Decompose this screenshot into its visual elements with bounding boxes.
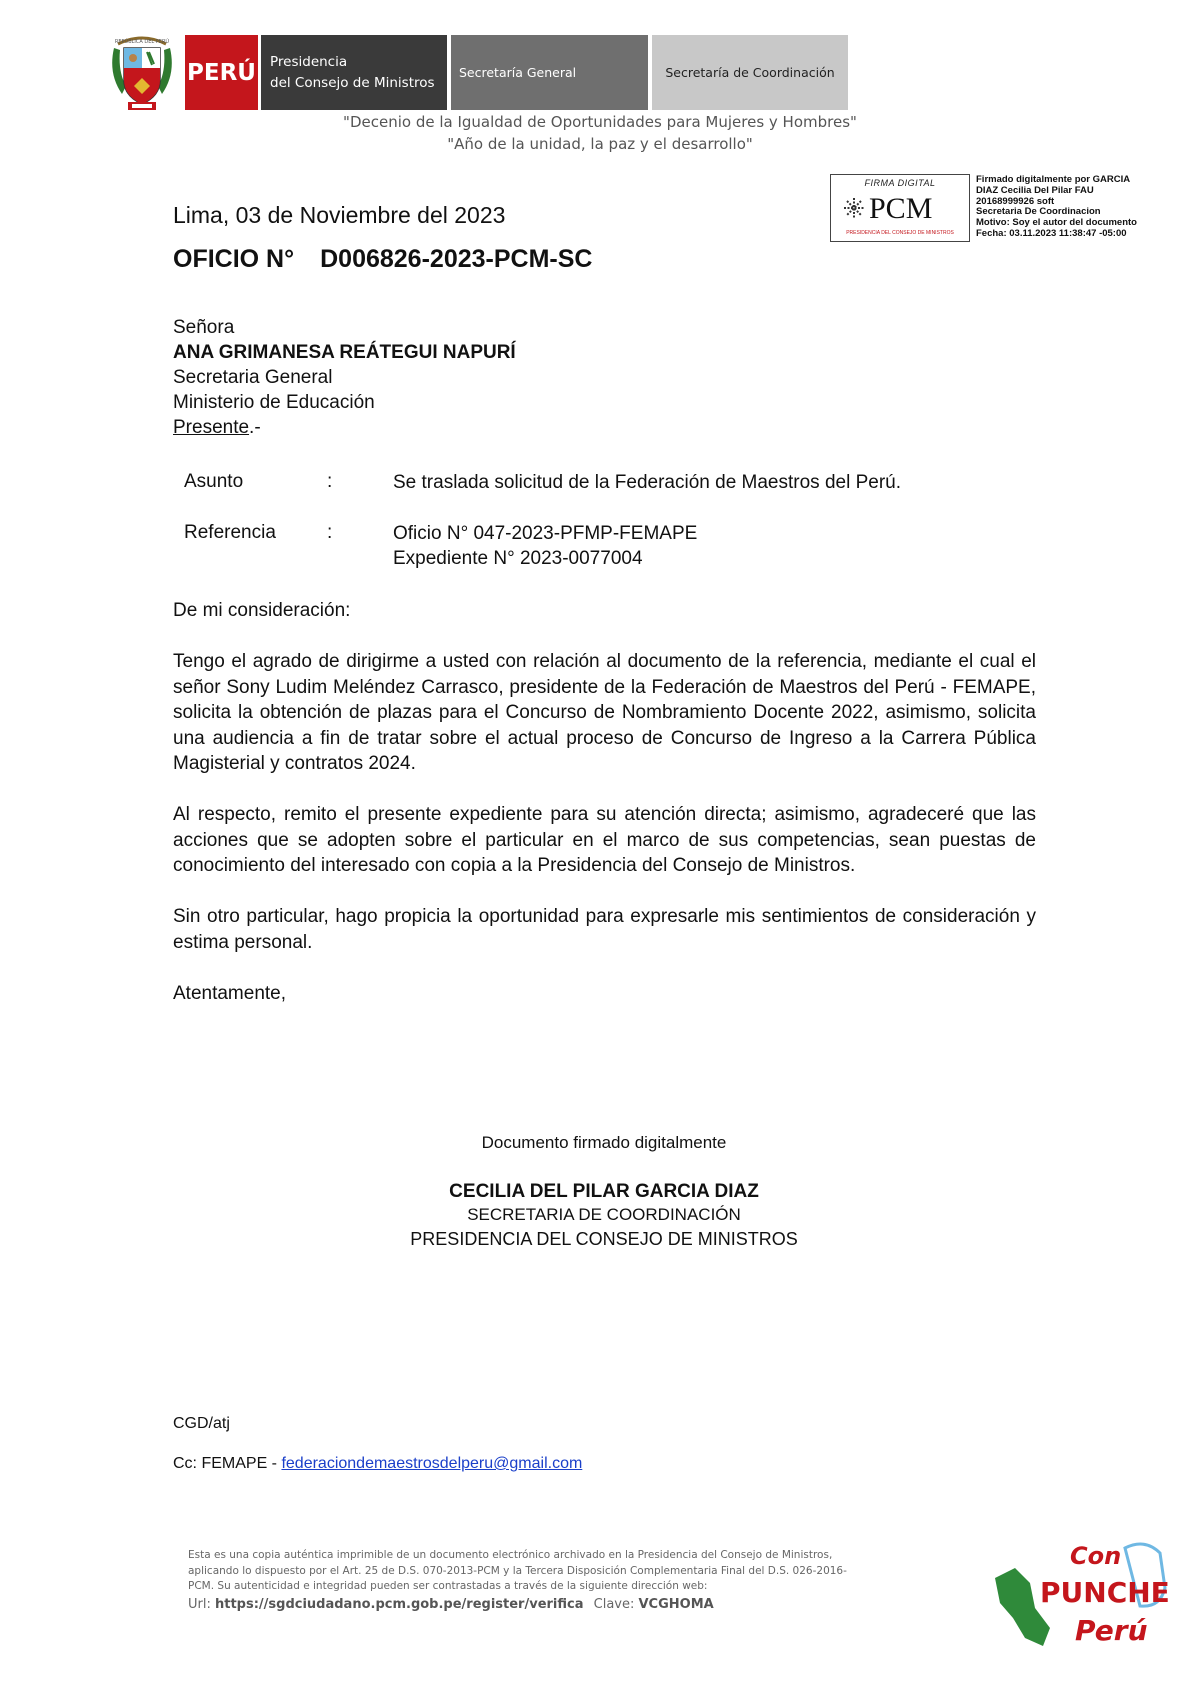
- peru-brand-box: [185, 35, 258, 110]
- verification-footer: [188, 1548, 918, 1612]
- referencia-expediente: Expediente N° 2023-0077004: [393, 548, 643, 569]
- oficio-number: D006826-2023-PCM-SC: [320, 245, 593, 273]
- campaign-con: Con: [1070, 1542, 1122, 1570]
- signature-info-line: Motivo: Soy el autor del documento: [976, 217, 1137, 229]
- cc-prefix: Cc: FEMAPE -: [173, 1455, 282, 1472]
- oficio-heading: [173, 245, 592, 274]
- recipient-role: Secretaria General: [173, 367, 333, 388]
- secretaria-general-box: [451, 35, 648, 110]
- recipient-name: ANA GRIMANESA REÁTEGUI NAPURÍ: [173, 342, 516, 363]
- footer-line: Esta es una copia auténtica imprimible de un documento electrónico archivado en la Presidencia del Consejo de Ministros,: [188, 1549, 833, 1561]
- pcm-brand-box: [261, 35, 447, 110]
- greeting: De mi consideración:: [173, 600, 351, 621]
- url-label: Url:: [188, 1596, 215, 1612]
- motto-anio: "Año de la unidad, la paz y el desarrollo": [447, 135, 753, 153]
- initials: CGD/atj: [173, 1415, 230, 1432]
- cc-line: [173, 1455, 582, 1473]
- con-punche-peru-logo: [975, 1528, 1180, 1658]
- recipient-block: [173, 315, 516, 440]
- campaign-peru: Perú: [1075, 1614, 1148, 1647]
- recipient-org: Ministerio de Educación: [173, 392, 375, 413]
- footer-line: PCM. Su autenticidad e integridad pueden ser contrastadas a través de la siguiente dirección web:: [188, 1580, 708, 1592]
- referencia-colon: :: [327, 522, 333, 543]
- peru-label: PERÚ: [187, 59, 256, 86]
- salutation: Señora: [173, 317, 235, 338]
- asunto-colon: :: [327, 471, 333, 492]
- presente-label: Presente: [173, 417, 250, 438]
- asterisk-icon: [843, 197, 865, 219]
- cc-email-link[interactable]: federaciondemaestrosdelperu@gmail.com: [281, 1455, 583, 1472]
- asunto-value: Se traslada solicitud de la Federación de Maestros del Perú.: [393, 472, 901, 493]
- signer-role: SECRETARIA DE COORDINACIÓN: [467, 1205, 741, 1224]
- letter-date: Lima, 03 de Noviembre del 2023: [173, 202, 506, 228]
- referencia-value: [393, 521, 697, 571]
- signature-info-line: 20168999926 soft: [976, 195, 1055, 207]
- clave-label: Clave:: [593, 1596, 639, 1612]
- closing: Atentamente,: [173, 983, 287, 1004]
- oficio-label: OFICIO N°: [173, 245, 295, 273]
- presente-suffix: .-: [249, 417, 261, 438]
- stamp-logo: PCM: [869, 192, 933, 225]
- digital-signature-stamp: [830, 174, 970, 242]
- referencia-oficio: Oficio N° 047-2023-PFMP-FEMAPE: [393, 523, 698, 544]
- verification-url[interactable]: https://sgdciudadano.pcm.gob.pe/register/verifica: [214, 1596, 584, 1612]
- asunto-label: Asunto: [184, 471, 244, 492]
- referencia-label: Referencia: [184, 522, 276, 543]
- secretaria-general-label: Secretaría General: [459, 65, 577, 80]
- signer-name: CECILIA DEL PILAR GARCIA DIAZ: [449, 1181, 759, 1202]
- peru-coat-of-arms-icon: [112, 34, 172, 112]
- pcm-line1: Presidencia: [270, 53, 348, 70]
- paragraph-3: Sin otro particular, hago propicia la oportunidad para expresarle mis sentimientos de consideración y estima personal.: [173, 906, 1036, 953]
- signature-info-line: Fecha: 03.11.2023 11:38:47 -05:00: [976, 227, 1127, 239]
- coat-label: REPÚBLICA DEL PERÚ: [114, 39, 170, 45]
- pcm-line2: del Consejo de Ministros: [270, 74, 435, 91]
- secretaria-coordinacion-box: [652, 35, 848, 110]
- signature-info-line: Secretaria De Coordinacion: [976, 206, 1101, 218]
- campaign-punche: PUNCHE: [1040, 1576, 1170, 1609]
- secretaria-coordinacion-label: Secretaría de Coordinación: [665, 65, 835, 80]
- signature-note: Documento firmado digitalmente: [481, 1133, 727, 1152]
- signature-info: [976, 175, 1151, 240]
- paragraph-2: Al respecto, remito el presente expediente para su atención directa; asimismo, agradeceré que las acciones que se adopten sobre el particular en el marco de sus competencias, sean puestas de conocimiento del interesado con copia a la Presidencia del Consejo de Ministros.: [173, 804, 1036, 876]
- signature-info-line: DIAZ Cecilia Del Pilar FAU: [976, 184, 1094, 196]
- signer-institution: PRESIDENCIA DEL CONSEJO DE MINISTROS: [410, 1229, 798, 1249]
- paragraph-1: Tengo el agrado de dirigirme a usted con relación al documento de la referencia, mediante el cual el señor Sony Ludim Meléndez Carrasco, presidente de la Federación de Maestros del Perú - FEMAPE, solicita la obtención de plazas para el Concurso de Nombramiento Docente 2022, asimismo, solicita una audiencia a fin de tratar sobre el actual proceso de Concurso de Ingreso a la Carrera Pública Magisterial y contratos 2024.: [173, 651, 1036, 774]
- footer-line: aplicando lo dispuesto por el Art. 25 de D.S. 070-2013-PCM y la Tercera Disposición Complementaria Final del D.S. 026-2016-: [188, 1564, 847, 1577]
- stamp-title: FIRMA DIGITAL: [864, 178, 936, 188]
- stamp-subtitle: PRESIDENCIA DEL CONSEJO DE MINISTROS: [846, 230, 954, 236]
- motto-decenio: "Decenio de la Igualdad de Oportunidades para Mujeres y Hombres": [343, 113, 857, 131]
- signature-info-line: Firmado digitalmente por GARCIA: [976, 174, 1131, 185]
- verification-key: VCGHOMA: [638, 1596, 714, 1612]
